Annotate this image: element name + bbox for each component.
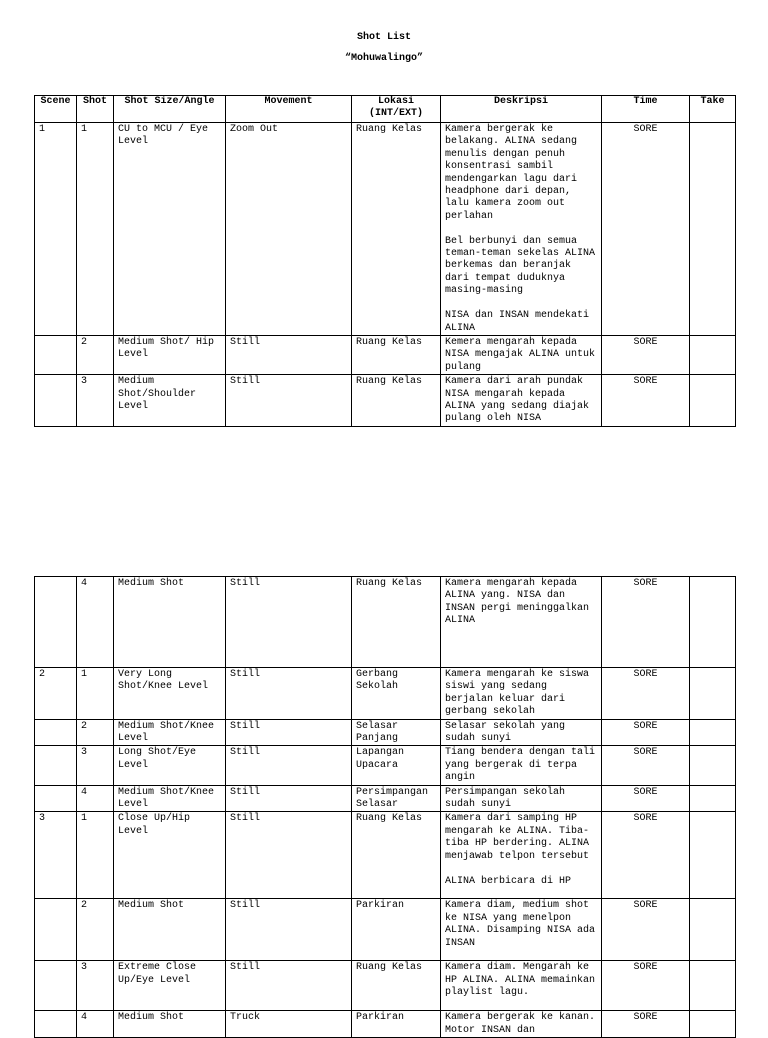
cell-take bbox=[690, 123, 736, 336]
cell-deskripsi: Kamera mengarah ke siswa siswi yang sedang berjalan keluar dari gerbang sekolah bbox=[441, 668, 602, 720]
cell-take bbox=[690, 899, 736, 961]
cell-lokasi: Selasar Panjang bbox=[352, 719, 441, 746]
cell-movement: Still bbox=[226, 375, 352, 427]
table-row bbox=[35, 577, 736, 668]
cell-lokasi: Ruang Kelas bbox=[352, 577, 441, 668]
shot-list-table-page-1 bbox=[34, 95, 736, 427]
cell-time: SORE bbox=[602, 719, 690, 746]
cell-take bbox=[690, 961, 736, 1011]
table-row bbox=[35, 335, 736, 374]
cell-shot: 1 bbox=[77, 123, 114, 336]
cell-deskripsi: Kamera diam, medium shot ke NISA yang menelpon ALINA. Disamping NISA ada INSAN bbox=[441, 899, 602, 961]
cell-deskripsi: Kamera mengarah kepada ALINA yang. NISA dan INSAN pergi meninggalkan ALINA bbox=[441, 577, 602, 668]
cell-shot-size-angle: Medium Shot/Knee Level bbox=[114, 785, 226, 812]
table-row bbox=[35, 668, 736, 720]
cell-time: SORE bbox=[602, 577, 690, 668]
cell-scene bbox=[35, 1011, 77, 1038]
cell-movement: Still bbox=[226, 668, 352, 720]
table-row bbox=[35, 123, 736, 336]
cell-lokasi: Parkiran bbox=[352, 899, 441, 961]
cell-movement: Still bbox=[226, 961, 352, 1011]
cell-deskripsi: Kamera diam. Mengarah ke HP ALINA. ALINA memainkan playlist lagu. bbox=[441, 961, 602, 1011]
col-header-take: Take bbox=[690, 96, 736, 123]
cell-scene: 3 bbox=[35, 812, 77, 899]
cell-shot-size-angle: Medium Shot bbox=[114, 899, 226, 961]
cell-movement: Still bbox=[226, 719, 352, 746]
cell-time: SORE bbox=[602, 668, 690, 720]
cell-deskripsi: Kamera dari arah pundak NISA mengarah kepada ALINA yang sedang diajak pulang oleh NISA bbox=[441, 375, 602, 427]
cell-movement: Still bbox=[226, 785, 352, 812]
table-row bbox=[35, 785, 736, 812]
cell-shot: 3 bbox=[77, 375, 114, 427]
cell-take bbox=[690, 812, 736, 899]
cell-lokasi: Gerbang Sekolah bbox=[352, 668, 441, 720]
cell-deskripsi: Kemera mengarah kepada NISA mengajak ALINA untuk pulang bbox=[441, 335, 602, 374]
cell-movement: Truck bbox=[226, 1011, 352, 1038]
table-row bbox=[35, 375, 736, 427]
table-row bbox=[35, 812, 736, 899]
cell-lokasi: Ruang Kelas bbox=[352, 961, 441, 1011]
cell-take bbox=[690, 1011, 736, 1038]
cell-deskripsi: Selasar sekolah yang sudah sunyi bbox=[441, 719, 602, 746]
cell-time: SORE bbox=[602, 746, 690, 785]
cell-deskripsi: Persimpangan sekolah sudah sunyi bbox=[441, 785, 602, 812]
cell-time: SORE bbox=[602, 1011, 690, 1038]
cell-shot: 1 bbox=[77, 668, 114, 720]
cell-shot-size-angle: Medium Shot bbox=[114, 1011, 226, 1038]
cell-movement: Still bbox=[226, 812, 352, 899]
cell-shot: 2 bbox=[77, 335, 114, 374]
cell-shot: 1 bbox=[77, 812, 114, 899]
cell-time: SORE bbox=[602, 812, 690, 899]
col-header-time: Time bbox=[602, 96, 690, 123]
cell-scene bbox=[35, 899, 77, 961]
col-header-shot: Shot bbox=[77, 96, 114, 123]
cell-shot-size-angle: Long Shot/Eye Level bbox=[114, 746, 226, 785]
cell-lokasi: Ruang Kelas bbox=[352, 375, 441, 427]
cell-scene bbox=[35, 719, 77, 746]
cell-movement: Still bbox=[226, 899, 352, 961]
cell-scene bbox=[35, 746, 77, 785]
cell-time: SORE bbox=[602, 961, 690, 1011]
col-header-movement: Movement bbox=[226, 96, 352, 123]
cell-scene bbox=[35, 335, 77, 374]
table-row bbox=[35, 899, 736, 961]
cell-movement: Still bbox=[226, 335, 352, 374]
cell-take bbox=[690, 577, 736, 668]
cell-time: SORE bbox=[602, 899, 690, 961]
cell-scene bbox=[35, 961, 77, 1011]
cell-movement: Still bbox=[226, 577, 352, 668]
cell-lokasi: Ruang Kelas bbox=[352, 812, 441, 899]
cell-scene bbox=[35, 785, 77, 812]
cell-lokasi: Lapangan Upacara bbox=[352, 746, 441, 785]
cell-shot: 4 bbox=[77, 785, 114, 812]
cell-shot: 4 bbox=[77, 577, 114, 668]
cell-take bbox=[690, 785, 736, 812]
table-header-row bbox=[35, 96, 736, 123]
table-row bbox=[35, 1011, 736, 1038]
cell-scene: 2 bbox=[35, 668, 77, 720]
cell-take bbox=[690, 668, 736, 720]
document-title: Shot List bbox=[356, 32, 411, 43]
cell-take bbox=[690, 335, 736, 374]
cell-shot-size-angle: Medium Shot/Shoulder Level bbox=[114, 375, 226, 427]
cell-scene bbox=[35, 375, 77, 427]
cell-time: SORE bbox=[602, 123, 690, 336]
cell-lokasi: Ruang Kelas bbox=[352, 123, 441, 336]
cell-deskripsi: Kamera dari samping HP mengarah ke ALINA. Tiba-tiba HP berdering. ALINA menjawab telpon tersebut ALINA berbicara di HP bbox=[441, 812, 602, 899]
cell-lokasi: Parkiran bbox=[352, 1011, 441, 1038]
cell-take bbox=[690, 719, 736, 746]
cell-shot-size-angle: Medium Shot/Knee Level bbox=[114, 719, 226, 746]
cell-deskripsi: Tiang bendera dengan tali yang bergerak di terpa angin bbox=[441, 746, 602, 785]
cell-shot-size-angle: Close Up/Hip Level bbox=[114, 812, 226, 899]
col-header-lokasi: Lokasi (INT/EXT) bbox=[352, 96, 441, 123]
table-row bbox=[35, 719, 736, 746]
cell-shot: 3 bbox=[77, 746, 114, 785]
cell-shot-size-angle: Extreme Close Up/Eye Level bbox=[114, 961, 226, 1011]
cell-time: SORE bbox=[602, 335, 690, 374]
cell-scene: 1 bbox=[35, 123, 77, 336]
cell-time: SORE bbox=[602, 375, 690, 427]
cell-shot: 4 bbox=[77, 1011, 114, 1038]
cell-lokasi: Ruang Kelas bbox=[352, 335, 441, 374]
table-row bbox=[35, 961, 736, 1011]
cell-movement: Still bbox=[226, 746, 352, 785]
col-header-deskripsi: Deskripsi bbox=[441, 96, 602, 123]
cell-take bbox=[690, 375, 736, 427]
cell-time: SORE bbox=[602, 785, 690, 812]
cell-lokasi: Persimpangan Selasar bbox=[352, 785, 441, 812]
cell-take bbox=[690, 746, 736, 785]
cell-shot: 3 bbox=[77, 961, 114, 1011]
cell-shot-size-angle: Medium Shot bbox=[114, 577, 226, 668]
shot-list-table-page-2 bbox=[34, 576, 736, 1038]
cell-shot-size-angle: Very Long Shot/Knee Level bbox=[114, 668, 226, 720]
document-subtitle: “Mohuwalingo” bbox=[344, 53, 423, 64]
cell-shot-size-angle: Medium Shot/ Hip Level bbox=[114, 335, 226, 374]
table-row bbox=[35, 746, 736, 785]
cell-scene bbox=[35, 577, 77, 668]
cell-shot: 2 bbox=[77, 719, 114, 746]
cell-deskripsi: Kamera bergerak ke kanan. Motor INSAN dan bbox=[441, 1011, 602, 1038]
cell-movement: Zoom Out bbox=[226, 123, 352, 336]
col-header-shot-size-angle: Shot Size/Angle bbox=[114, 96, 226, 123]
cell-shot: 2 bbox=[77, 899, 114, 961]
cell-shot-size-angle: CU to MCU / Eye Level bbox=[114, 123, 226, 336]
col-header-scene: Scene bbox=[35, 96, 77, 123]
cell-deskripsi: Kamera bergerak ke belakang. ALINA sedang menulis dengan penuh konsentrasi sambil mendengarkan lagu dari headphone dari depan, lalu kamera zoom out perlahan Bel berbunyi dan semua teman-teman sekelas ALINA berkemas dan beranjak dari tempat duduknya masing-masing NISA dan INSAN mendekati ALINA bbox=[441, 123, 602, 336]
